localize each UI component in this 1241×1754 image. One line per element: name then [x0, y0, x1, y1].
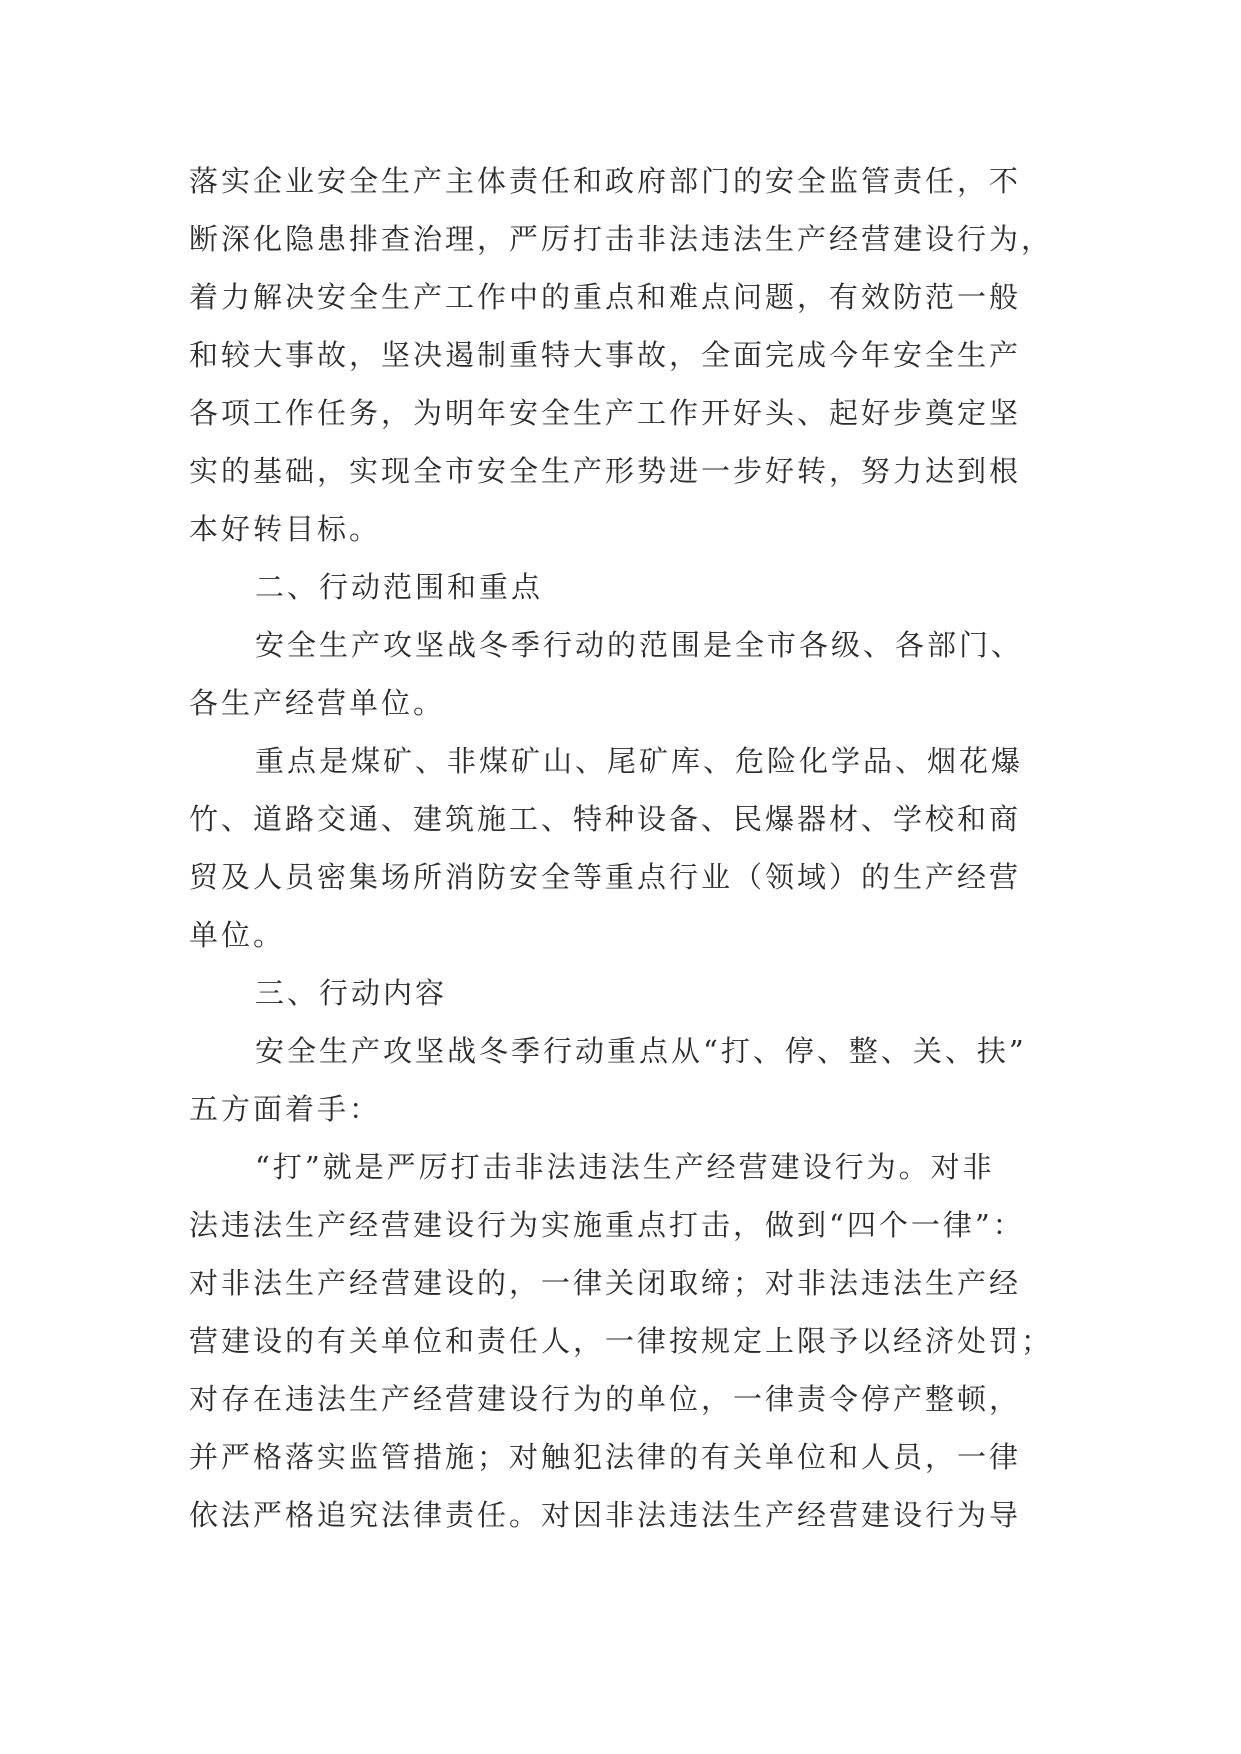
text-line: “打”就是严厉打击非法违法生产经营建设行为。对非: [255, 1150, 995, 1184]
text-line: 竹、道路交通、建筑施工、特种设备、民爆器材、学校和商: [189, 802, 1022, 836]
text-line: 落实企业安全生产主体责任和政府部门的安全监管责任，不: [189, 164, 1022, 198]
text-line: 安全生产攻坚战冬季行动重点从“打、停、整、关、扶”: [255, 1034, 1027, 1068]
text-line: 对非法生产经营建设的，一律关闭取缔；对非法违法生产经: [189, 1266, 1022, 1300]
text-line: 对存在违法生产经营建设行为的单位，一律责令停产整顿，: [189, 1382, 1022, 1416]
text-line: 依法严格追究法律责任。对因非法违法生产经营建设行为导: [189, 1498, 1022, 1532]
text-line: 营建设的有关单位和责任人，一律按规定上限予以经济处罚；: [189, 1324, 1054, 1358]
text-line: 重点是煤矿、非煤矿山、尾矿库、危险化学品、烟花爆: [255, 744, 1024, 778]
text-line: 贸及人员密集场所消防安全等重点行业（领域）的生产经营: [189, 860, 1022, 894]
text-line: 和较大事故，坚决遏制重特大事故，全面完成今年安全生产: [189, 338, 1022, 372]
text-line: 本好转目标。: [189, 512, 382, 546]
text-line: 并严格落实监管措施；对触犯法律的有关单位和人员，一律: [189, 1440, 1022, 1474]
section-heading: 二、行动范围和重点: [255, 570, 544, 604]
body-text: [189, 152, 1069, 1544]
text-line: 实的基础，实现全市安全生产形势进一步好转，努力达到根: [189, 454, 1022, 488]
text-line: 五方面着手：: [189, 1092, 382, 1126]
text-line: 法违法生产经营建设行为实施重点打击，做到“四个一律”：: [189, 1208, 1025, 1242]
text-line: 单位。: [189, 918, 286, 952]
text-line: 着力解决安全生产工作中的重点和难点问题，有效防范一般: [189, 280, 1022, 314]
section-heading: 三、行动内容: [255, 976, 448, 1010]
text-line: 各项工作任务，为明年安全生产工作开好头、起好步奠定坚: [189, 396, 1022, 430]
text-line: 断深化隐患排查治理，严厉打击非法违法生产经营建设行为，: [189, 222, 1054, 256]
text-line: 安全生产攻坚战冬季行动的范围是全市各级、各部门、: [255, 628, 1024, 662]
text-line: 各生产经营单位。: [189, 686, 446, 720]
